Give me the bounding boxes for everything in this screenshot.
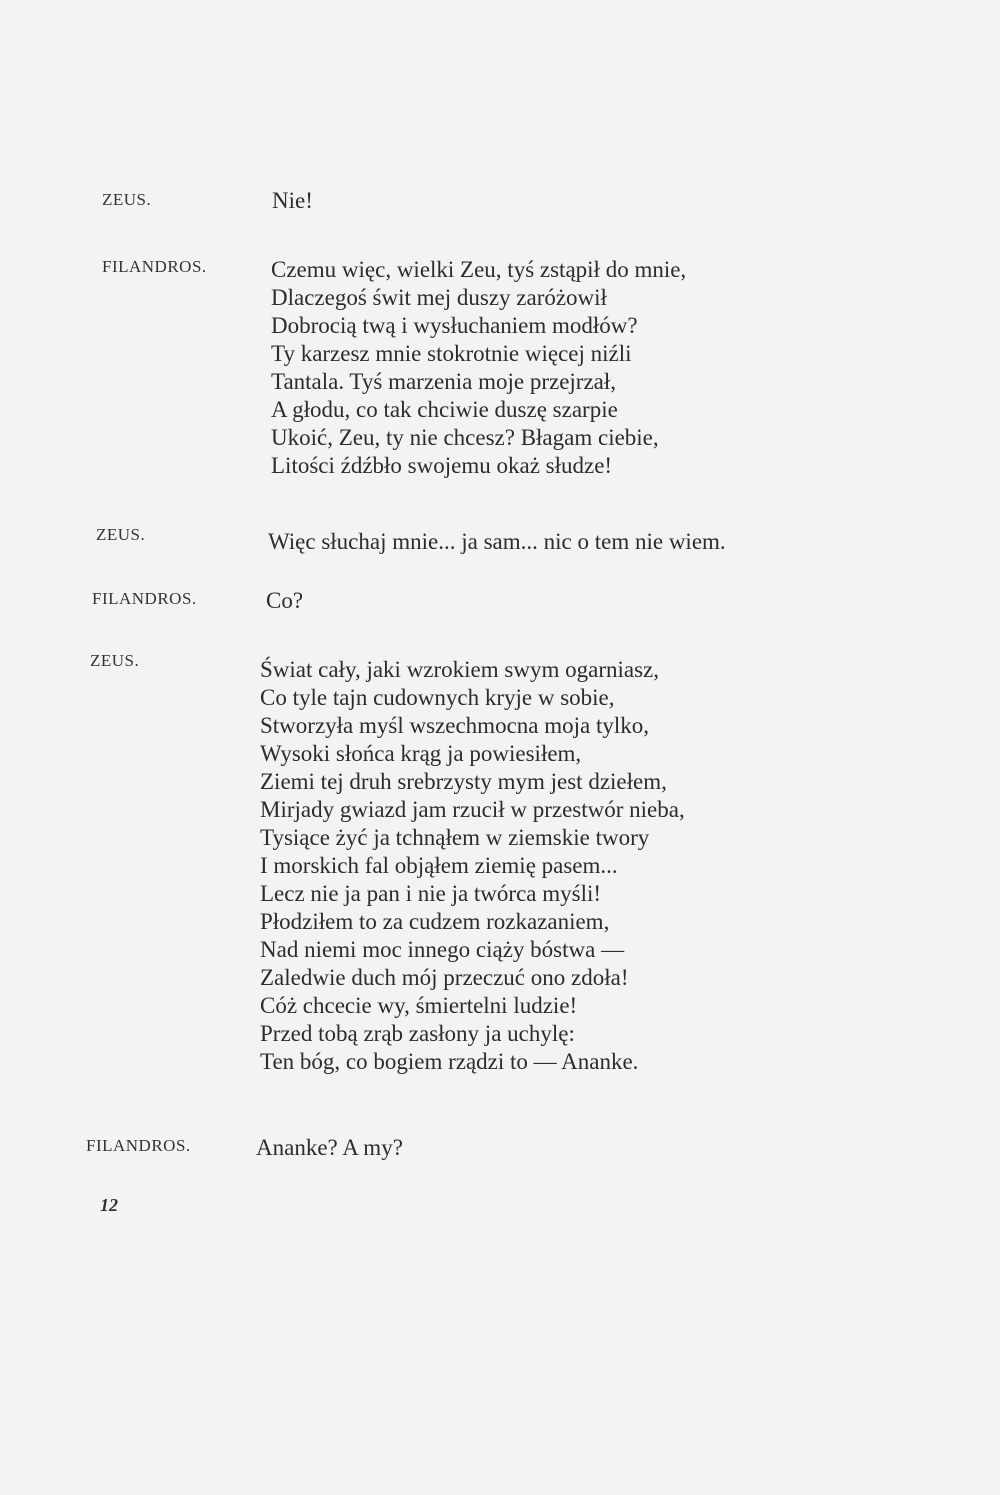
page-number: 12: [100, 1195, 118, 1215]
verse-line: Ziemi tej druh srebrzysty mym jest dziełem,: [260, 769, 667, 794]
verse-line: Cóż chcecie wy, śmiertelni ludzie!: [260, 993, 578, 1018]
speech-lines: [271, 256, 686, 480]
verse-line: Płodziłem to za cudzem rozkazaniem,: [260, 909, 610, 934]
speaker-name: FILANDROS.: [102, 257, 207, 276]
verse-line: Zaledwie duch mój przeczuć ono zdoła!: [260, 965, 629, 990]
verse-line: Więc słuchaj mnie... ja sam... nic o tem nie wiem.: [268, 529, 726, 554]
verse-line: Ukoić, Zeu, ty nie chcesz? Błagam ciebie,: [271, 425, 659, 450]
speaker-name: ZEUS.: [96, 525, 146, 544]
speech-lines: [260, 656, 685, 1076]
speaker-name: ZEUS.: [102, 190, 152, 209]
verse-line: Stworzyła myśl wszechmocna moja tylko,: [260, 713, 650, 738]
verse-line: Mirjady gwiazd jam rzucił w przestwór nieba,: [260, 797, 685, 822]
verse-line: Tantala. Tyś marzenia moje przejrzał,: [271, 369, 617, 394]
verse-line: Nad niemi moc innego ciąży bóstwa —: [260, 937, 625, 962]
verse-line: Ananke? A my?: [256, 1135, 403, 1160]
verse-line: Lecz nie ja pan i nie ja twórca myśli!: [260, 881, 602, 906]
speech-lines: [266, 587, 303, 615]
speech-lines: [268, 528, 726, 556]
verse-line: Ten bóg, co bogiem rządzi to — Ananke.: [260, 1049, 639, 1074]
speaker-name: FILANDROS.: [92, 589, 197, 608]
verse-line: Czemu więc, wielki Zeu, tyś zstąpił do mnie,: [271, 257, 687, 282]
speaker-name: FILANDROS.: [86, 1136, 191, 1155]
verse-line: Co?: [266, 588, 304, 613]
verse-line: Ty karzesz mnie stokrotnie więcej niźli: [271, 341, 632, 366]
verse-line: Nie!: [272, 188, 313, 213]
verse-line: Co tyle tajn cudownych kryje w sobie,: [260, 685, 615, 710]
verse-line: Wysoki słońca krąg ja powiesiłem,: [260, 741, 582, 766]
verse-line: I morskich fal objąłem ziemię pasem...: [260, 853, 618, 878]
verse-line: Litości źdźbło swojemu okaż słudze!: [271, 453, 613, 478]
speech-lines: [272, 187, 313, 215]
verse-line: Dlaczegoś świt mej duszy zaróżowił: [271, 285, 607, 310]
verse-line: Dobrocią twą i wysłuchaniem modłów?: [271, 313, 638, 338]
verse-line: A głodu, co tak chciwie duszę szarpie: [271, 397, 618, 422]
verse-line: Przed tobą zrąb zasłony ja uchylę:: [260, 1021, 575, 1046]
speech-lines: [256, 1134, 403, 1162]
verse-line: Świat cały, jaki wzrokiem swym ogarniasz,: [260, 657, 659, 682]
verse-line: Tysiące żyć ja tchnąłem w ziemskie twory: [260, 825, 650, 850]
speaker-name: ZEUS.: [90, 651, 140, 670]
